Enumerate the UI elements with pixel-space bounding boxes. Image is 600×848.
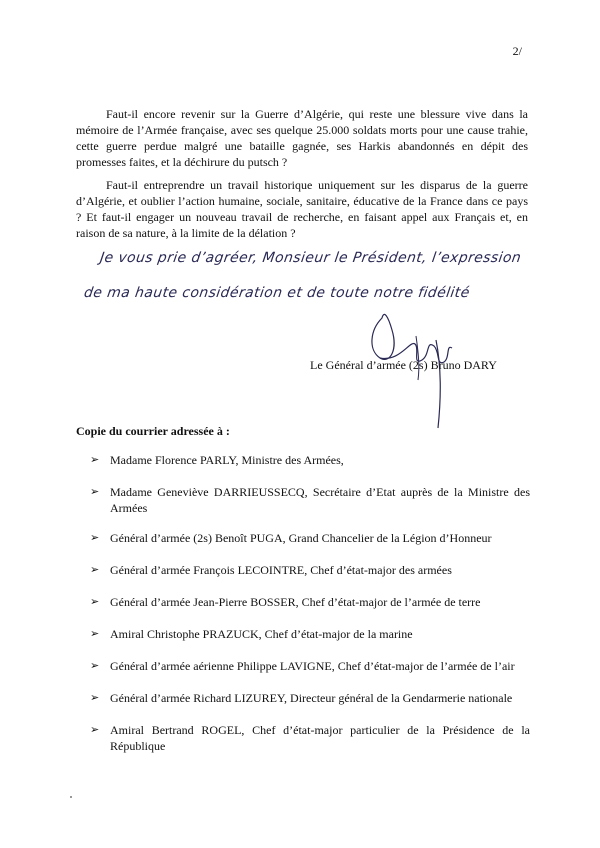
arrow-bullet-icon: ➢ xyxy=(90,596,100,608)
arrow-bullet-icon: ➢ xyxy=(90,724,100,736)
list-item xyxy=(90,452,530,468)
recipient-text: Général d’armée (2s) Benoît PUGA, Grand Chancelier de la Légion d’Honneur xyxy=(110,531,492,545)
list-item xyxy=(90,530,530,546)
recipient-text: Général d’armée Jean-Pierre BOSSER, Chef d’état-major de l’armée de terre xyxy=(110,595,481,609)
arrow-bullet-icon: ➢ xyxy=(90,692,100,704)
list-item xyxy=(90,484,530,516)
list-item xyxy=(90,722,530,754)
copy-heading: Copie du courrier adressée à : xyxy=(76,424,230,438)
recipient-text: Amiral Christophe PRAZUCK, Chef d’état-major de la marine xyxy=(110,627,413,641)
signatory-name: Le Général d’armée (2s) Bruno DARY xyxy=(310,358,497,372)
scan-speck xyxy=(70,796,72,798)
page-number: 2/ xyxy=(512,44,522,58)
recipient-text: Madame Geneviève DARRIEUSSECQ, Secrétaire d’Etat auprès de la Ministre des Armées xyxy=(110,485,530,515)
arrow-bullet-icon: ➢ xyxy=(90,564,100,576)
arrow-bullet-icon: ➢ xyxy=(90,454,100,466)
recipient-text: Général d’armée aérienne Philippe LAVIGNE, Chef d’état-major de l’armée de l’air xyxy=(110,659,515,673)
handwritten-closing-line-1: Je vous prie d’agréer, Monsieur le Président, l’expression xyxy=(98,250,523,266)
copy-recipient-list xyxy=(90,452,530,770)
arrow-bullet-icon: ➢ xyxy=(90,486,100,498)
recipient-text: Amiral Bertrand ROGEL, Chef d’état-major particulier de la Présidence de la République xyxy=(110,723,530,753)
paragraph-algeria-war: Faut-il encore revenir sur la Guerre d’Algérie, qui reste une blessure vive dans la mémoire de l’Armée française, avec ses quelque 25.000 soldats morts pour une cause trahie, cette guerre perdue malgré une bataille gagnée, ses Harkis abandonnés en dépit des promesses faites, et la déchirure du putsch ? xyxy=(76,107,528,169)
recipient-text: Général d’armée François LECOINTRE, Chef d’état-major des armées xyxy=(110,563,452,577)
paragraph-historical-work: Faut-il entreprendre un travail historique uniquement sur les disparus de la guerre d’Algérie, et oublier l’action humaine, sociale, sanitaire, éducative de la France dans ce pays ? Et faut-il engager un nouveau travail de recherche, en faisant appel aux Français et, en raison de sa nature, à la limite de la délation ? xyxy=(76,178,528,240)
arrow-bullet-icon: ➢ xyxy=(90,628,100,640)
list-item xyxy=(90,690,530,706)
list-item xyxy=(90,626,530,642)
arrow-bullet-icon: ➢ xyxy=(90,660,100,672)
list-item xyxy=(90,594,530,610)
recipient-text: Madame Florence PARLY, Ministre des Armées, xyxy=(110,453,344,467)
list-item xyxy=(90,562,530,578)
list-item xyxy=(90,658,530,674)
arrow-bullet-icon: ➢ xyxy=(90,532,100,544)
handwritten-closing-line-2: de ma haute considération et de toute notre fidélité xyxy=(82,285,471,301)
recipient-text: Général d’armée Richard LIZUREY, Directeur général de la Gendarmerie nationale xyxy=(110,691,513,705)
